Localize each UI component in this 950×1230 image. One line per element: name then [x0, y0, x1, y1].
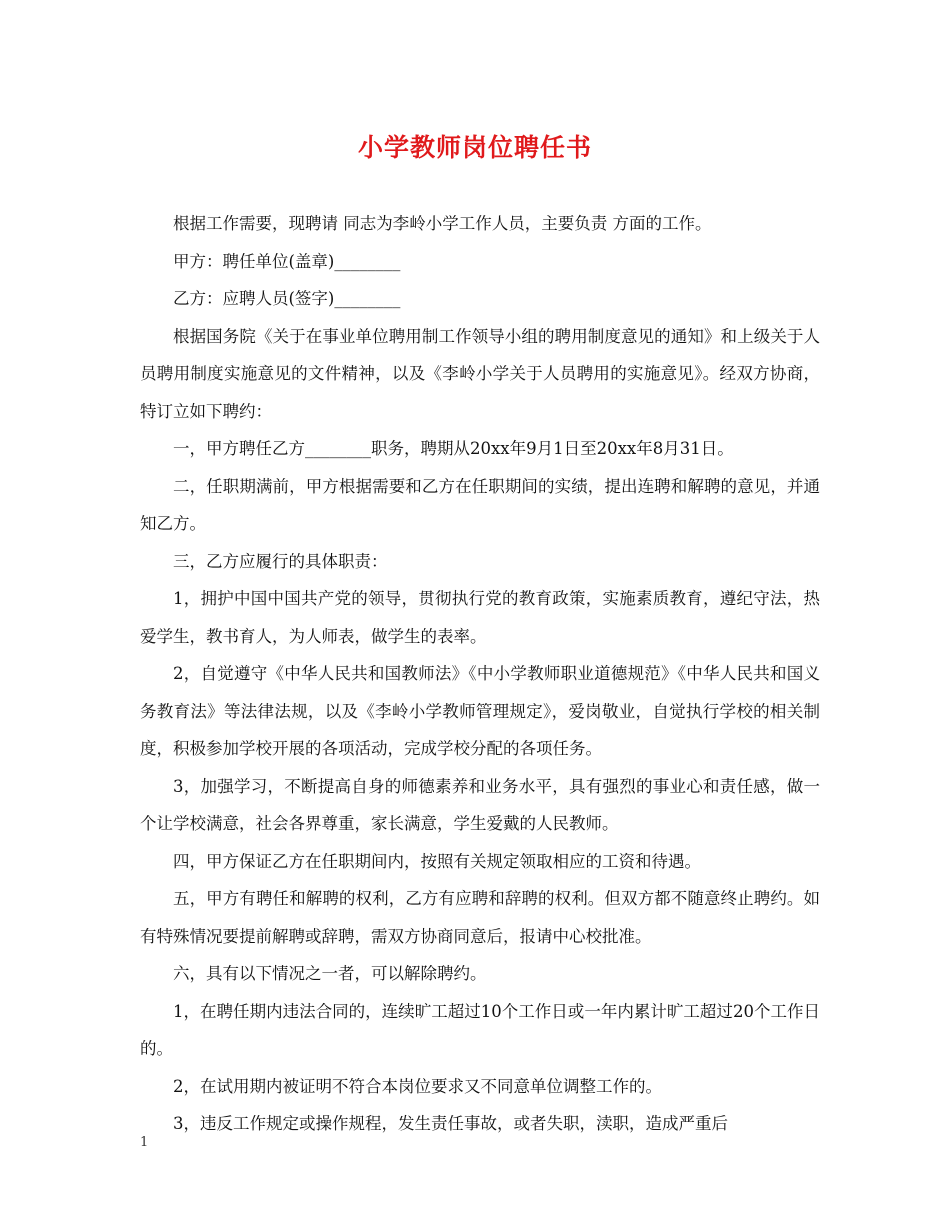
paragraph-party-a: 甲方：聘任单位(盖章)________ [173, 251, 401, 271]
paragraph-duty-1: 1，拥护中国中国共产党的领导，贯彻执行党的教育政策，实施素质教育，遵纪守法，热爱学生，教书育人，为人师表，做学生的表率。 [140, 589, 820, 646]
paragraph-clause-3: 三，乙方应履行的具体职责： [173, 551, 388, 571]
paragraph-clause-1: 一，甲方聘任乙方________职务，聘期从20xx年9月1日至20xx年8月31日。 [173, 439, 734, 458]
paragraph-party-b: 乙方：应聘人员(签字)________ [173, 289, 401, 308]
paragraph-intro: 根据工作需要，现聘请 同志为李岭小学工作人员，主要负责 方面的工作。 [173, 214, 712, 233]
paragraph-clause-4: 四，甲方保证乙方在任职期间内，按照有关规定领取相应的工资和待遇。 [173, 851, 701, 871]
document-body [140, 205, 820, 1143]
paragraph-termination-2: 2，在试用期内被证明不符合本岗位要求又不同意单位调整工作的。 [173, 1076, 662, 1096]
paragraph-duty-2: 2，自觉遵守《中华人民共和国教师法》《中小学教师职业道德规范》《中华人民共和国义务教育法》等法律法规，以及《李岭小学教师管理规定》，爱岗敬业，自觉执行学校的相关制度，积极参加学校开展的各项活动，完成学校分配的各项任务。 [140, 664, 820, 758]
document-title: 小学教师岗位聘任书 [357, 133, 592, 162]
paragraph-termination-1: 1，在聘任期内违法合同的，连续旷工超过10个工作日或一年内累计旷工超过20个工作日的。 [140, 1001, 820, 1058]
paragraph-basis: 根据国务院《关于在事业单位聘用制工作领导小组的聘用制度意见的通知》和上级关于人员聘用制度实施意见的文件精神，以及《李岭小学关于人员聘用的实施意见》。经双方协商，特订立如下聘约： [140, 326, 820, 421]
paragraph-duty-3: 3，加强学习，不断提高自身的师德素养和业务水平，具有强烈的事业心和责任感，做一个让学校满意，社会各界尊重，家长满意，学生爱戴的人民教师。 [140, 776, 820, 833]
paragraph-termination-3: 3，违反工作规定或操作规程，发生责任事故，或者失职，渎职，造成严重后 [173, 1114, 728, 1133]
paragraph-clause-5: 五，甲方有聘任和解聘的权利，乙方有应聘和辞聘的权利。但双方都不随意终止聘约。如有特殊情况要提前解聘或辞聘，需双方协商同意后，报请中心校批准。 [140, 889, 820, 946]
paragraph-clause-6: 六，具有以下情况之一者，可以解除聘约。 [173, 964, 487, 983]
page-number: 1 [140, 1135, 149, 1150]
paragraph-clause-2: 二，任职期满前，甲方根据需要和乙方在任职期间的实绩，提出连聘和解聘的意见，并通知乙方。 [140, 476, 820, 533]
